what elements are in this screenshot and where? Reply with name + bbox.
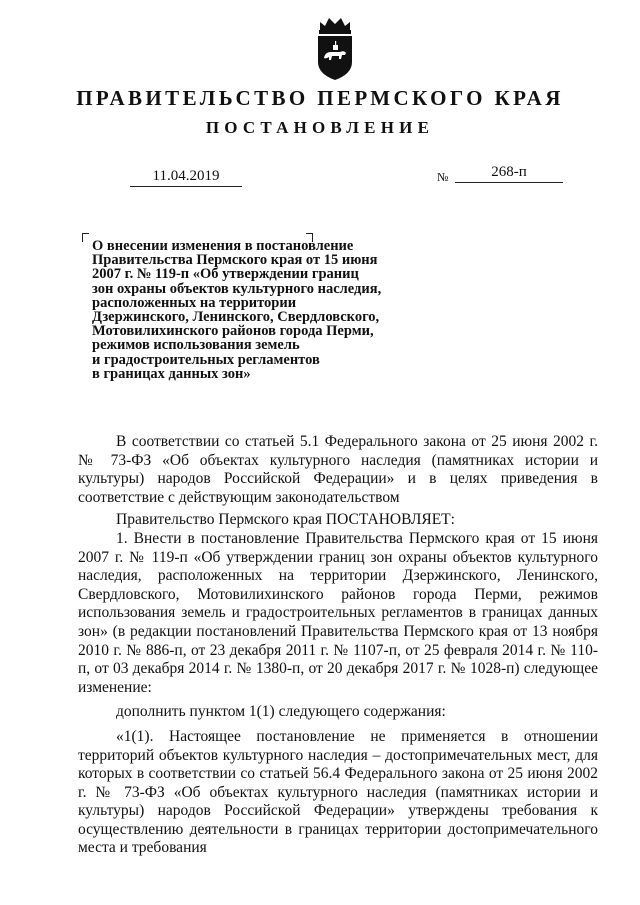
subject-line: Правительства Пермского края от 15 июня bbox=[92, 252, 378, 269]
subject-line: расположенных на территории bbox=[92, 294, 297, 311]
number-sign: № bbox=[437, 170, 449, 184]
subject-bracket-left bbox=[82, 233, 89, 242]
subject-line: Дзержинского, Ленинского, Свердловского, bbox=[92, 309, 380, 326]
subject-line: и градостроительных регламентов bbox=[92, 351, 320, 368]
paragraph-resolves: Правительство Пермского края ПОСТАНОВЛЯЕТ: bbox=[116, 511, 455, 529]
document-type: ПОСТАНОВЛЕНИЕ bbox=[205, 118, 435, 137]
subject-line: режимов использования земель bbox=[92, 337, 300, 354]
paragraph-amendment-text: «1(1). Настоящее постановление не применяется в отношении территорий объектов культурного наследия – достопримечательных мест, для которых в соответствии со статьей 56.4 Федерального закона от 25 июня 2002 г. № 73-ФЗ «Об объектах культурного наследия (памятниках истории и культуры) народов Российской Федерации» утверждены требования к осуществлению деятельности в границах территории достопримечательного места и требования bbox=[78, 727, 598, 857]
coat-of-arms-icon bbox=[312, 14, 358, 82]
document-date: 11.04.2019 bbox=[130, 168, 242, 187]
paragraph-preamble: В соответствии со статьей 5.1 Федерального закона от 25 июня 2002 г. № 73-ФЗ «Об объектах культурного наследия (памятниках истории и культуры) народов Российской Федерации» и в целях приведения в соответствие с действующим законодательством bbox=[78, 433, 598, 506]
paragraph-amendment-intro: дополнить пунктом 1(1) следующего содержания: bbox=[116, 703, 446, 721]
subject-line: 2007 г. № 119-п «Об утверждении границ bbox=[92, 266, 359, 283]
subject-line: Мотовилихинского районов города Перми, bbox=[92, 323, 374, 340]
subject-line: О внесении изменения в постановление bbox=[92, 238, 354, 254]
subject-line: зон охраны объектов культурного наследия, bbox=[92, 280, 382, 297]
paragraph-item-1: 1. Внести в постановление Правительства Пермского края от 15 июня 2007 г. № 119-п «Об утверждении границ зон охраны объектов культурного наследия, расположенных на территории Дзержинского, Ленинского, Свердловского, Мотовилихинского районов города Перми, режимов использования земель и градостроительных регламентов в границах данных зон» (в редакции постановлений Правительства Пермского края от 13 ноября 2010 г. № 886-п, от 23 декабря 2011 г. № 1107-п, от 25 февраля 2014 г. № 110-п, от 03 декабря 2014 г. № 1380-п, от 20 декабря 2017 г. № 1028-п) следующее изменение: bbox=[78, 529, 598, 696]
document-number: 268-п bbox=[455, 164, 563, 183]
document-body bbox=[78, 433, 598, 858]
government-name: ПРАВИТЕЛЬСТВО ПЕРМСКОГО КРАЯ bbox=[76, 86, 564, 110]
document-subject bbox=[92, 239, 432, 381]
subject-line: в границах данных зон» bbox=[92, 365, 251, 382]
